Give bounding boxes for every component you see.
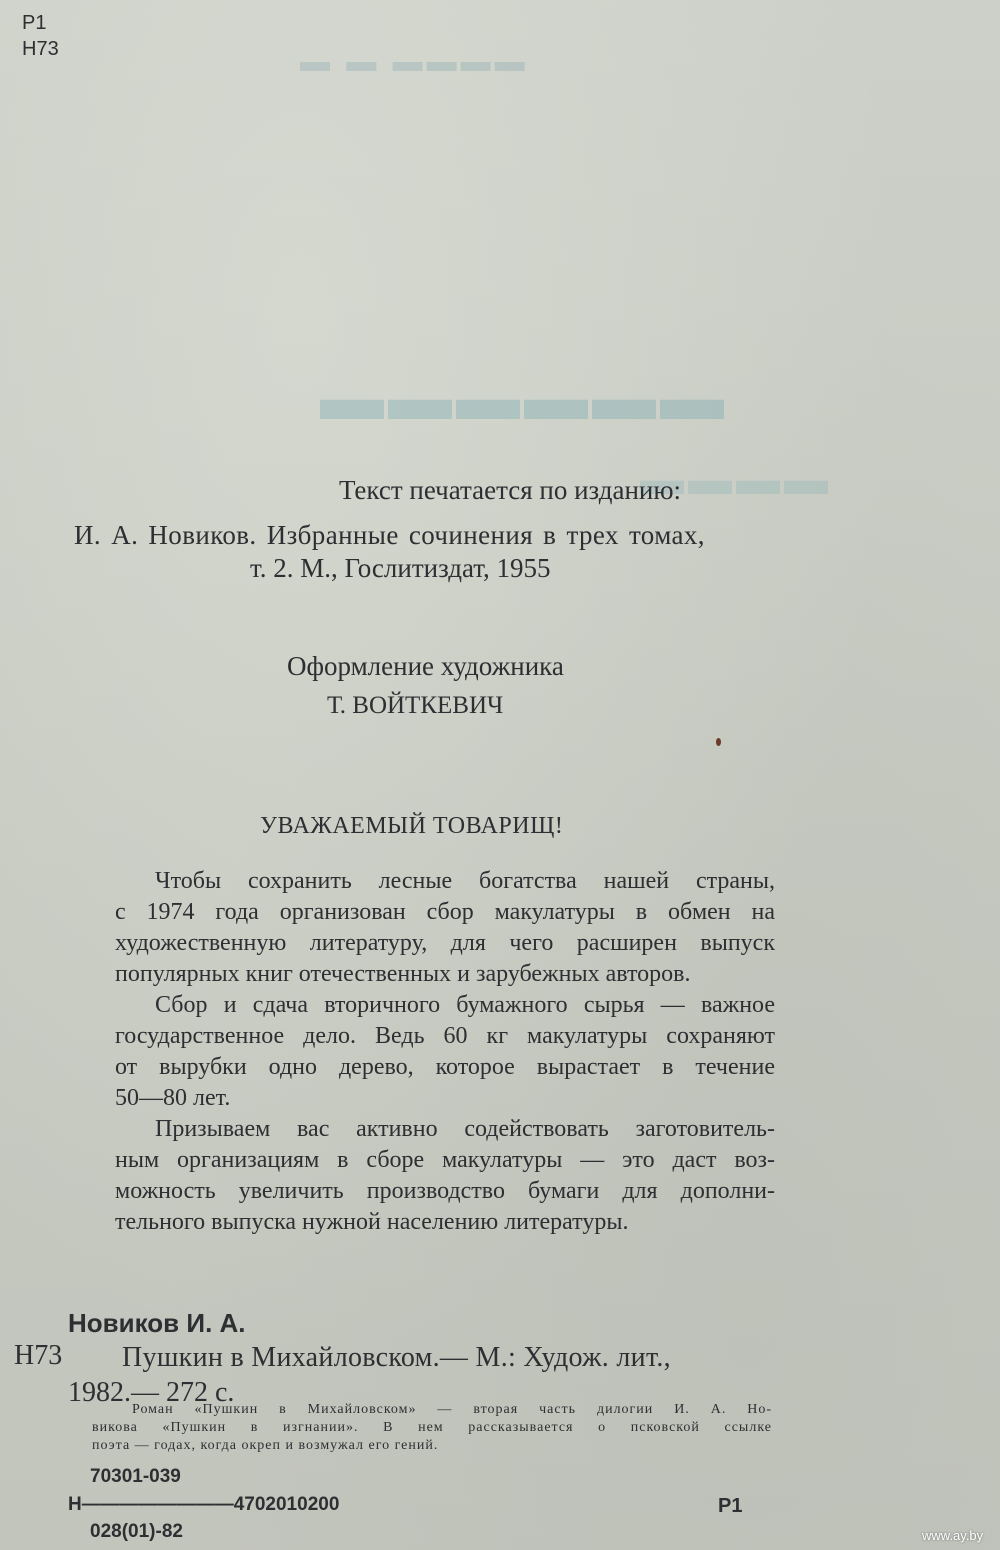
appeal-p3-line4: тельного выпуска нужной населению литературы. — [115, 1209, 629, 1235]
card-annotation-line1: Роман «Пушкин в Михайловском» — вторая часть дилогии И. А. Но- — [132, 1402, 772, 1417]
source-note-line1: И. А. Новиков. Избранные сочинения в трех томах, — [74, 520, 705, 550]
card-annotation — [92, 1401, 772, 1455]
source-note-heading: Текст печатается по изданию: — [338, 475, 682, 505]
bleed-through-title-2: ▬▬▬▬ — [640, 455, 832, 504]
appeal-p1-line1: Чтобы сохранить лесные богатства нашей страны, — [155, 868, 775, 894]
card-author: Новиков И. А. — [68, 1308, 246, 1338]
card-annotation-line3: поэта — годах, когда окреп и возмужал его гений. — [92, 1438, 439, 1453]
card-annotation-line2: викова «Пушкин в изгнании». В нем рассказывается о псковской ссылке — [92, 1420, 772, 1435]
paper-spot — [716, 738, 721, 746]
card-year-pages: 1982.— 272 с. — [68, 1377, 235, 1408]
appeal-p2-line1: Сбор и сдача вторичного бумажного сырья — важное — [155, 992, 775, 1018]
appeal-p3-line1: Призываем вас активно содействовать заготовитель- — [155, 1116, 775, 1142]
appeal-p3-line3: можность увеличить производство бумаги для дополни- — [115, 1178, 775, 1204]
appeal-title: УВАЖАЕМЫЙ ТОВАРИЩ! — [260, 813, 564, 839]
appeal-p2-line2: государственное дело. Ведь 60 кг макулатуры сохраняют — [115, 1023, 775, 1049]
design-label: Оформление художника — [287, 651, 564, 681]
appeal-p1-line4: популярных книг отечественных и зарубежных авторов. — [115, 961, 691, 987]
appeal-p3-line2: ным организациям в сборе макулатуры — это даст воз- — [115, 1147, 775, 1173]
card-code-middle: Н————————4702010200 — [68, 1494, 340, 1515]
card-classification: Р1 — [718, 1495, 743, 1517]
appeal-text — [115, 866, 775, 1238]
catalog-classification: Р1 — [22, 12, 47, 34]
catalog-author-mark: Н73 — [22, 38, 59, 60]
site-watermark: www.ay.by — [922, 1528, 984, 1543]
card-code-top: 70301-039 — [90, 1466, 181, 1487]
appeal-p2-line4: 50—80 лет. — [115, 1085, 231, 1111]
appeal-p2-line3: от вырубки одно дерево, которое вырастает в течение — [115, 1054, 775, 1080]
bleed-through-top: ▬ ▬ ▬▬▬▬ — [300, 45, 529, 78]
appeal-p1-line3: художественную литературу, для чего расширен выпуск — [115, 930, 775, 956]
appeal-p1-line2: с 1974 года организован сбор макулатуры в обмен на — [115, 899, 775, 925]
card-code-bottom: 028(01)-82 — [90, 1521, 183, 1542]
card-mark: Н73 — [14, 1340, 63, 1371]
catalog-marks — [22, 10, 59, 62]
design-artist: Т. ВОЙТКЕВИЧ — [327, 692, 504, 719]
bleed-through-title: ▬▬▬▬▬▬ — [320, 361, 728, 433]
source-note-line2: т. 2. М., Гослитиздат, 1955 — [250, 553, 551, 583]
card-title-line: Пушкин в Михайловском.— М.: Худож. лит., — [122, 1342, 671, 1373]
